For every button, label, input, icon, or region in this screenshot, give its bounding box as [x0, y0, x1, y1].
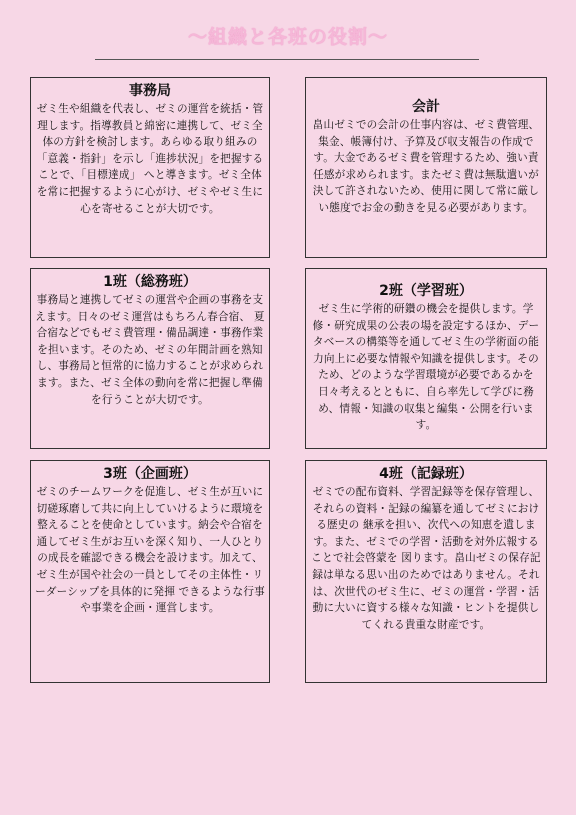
section-body: ゼミでの配布資料、学習記録等を保存管理し、それらの資料・記録の編纂を通してゼミにおける歴史の 継承を担い、次代への知恵を遺します。また、ゼミでの学習・活動を対外広報することで社会啓蒙を 図ります。畠山ゼミの保存記録は単なる思い出のためではありません。それは、次世代のゼミ生に、ゼミの運営・学習・活動に大いに資する様々な知識・ヒントを提供してくれる貴重な財産です。 — [311, 486, 541, 631]
section-heading: 3班（企画班） — [103, 466, 197, 482]
section-group-3-planning — [30, 460, 270, 683]
section-heading: 事務局 — [129, 83, 171, 99]
section-heading: 1班（総務班） — [103, 274, 197, 290]
section-body: 畠山ゼミでの会計の仕事内容は、ゼミ費管理、集金、帳簿付け、予算及び収支報告の作成です。大金であるゼミ費を管理するため、強い責任感が求められます。またゼミ費は無駄遣いが決して許されないため、使用に関して常に厳しい態度でお金の動きを見る必要があります。 — [312, 119, 540, 214]
section-body: 事務局と連携してゼミの運営や企画の事務を支えます。日々のゼミ運営はもちろん春合宿、 夏合宿などでもゼミ費管理・備品調達・事務作業を担います。そのため、ゼミの年間計画を熟知し、事務局と恒常的に協力することが求められます。また、ゼミ全体の動向を常に把握し準備を行うことが大切です。 — [35, 294, 265, 406]
section-group-4-records — [305, 460, 547, 683]
section-body: ゼミ生に学術的研鑽の機会を提供します。学修・研究成果の公表の場を設定するほか、データベースの構築等を通してゼミ生の学術面の能力向上に必要な情報や知識を提供します。そのため、どのような学習環境が必要であるかを日々考えるとともに、自ら率先して学びに務め、情報・知識の収集と編集・公開を行います。 — [312, 303, 540, 432]
title-underline — [95, 59, 479, 60]
section-heading: 2班（学習班） — [379, 283, 473, 299]
page-title: ～組織と各班の役割～ — [187, 26, 388, 48]
section-secretariat — [30, 77, 270, 258]
section-body: ゼミのチームワークを促進し、ゼミ生が互いに切磋琢磨して共に向上していけるように環境を整えることを使命としています。納会や合宿を通してゼミ生がお互いを深く知り、一人ひとりの成長を確認できる機会を設けます。加えて、ゼミ生が国や社会の一員としてその主体性・リーダーシップを具体的に発揮 できるような行事や事業を企画・運営します。 — [35, 486, 265, 615]
section-heading: 4班（記録班） — [379, 466, 473, 482]
section-heading: 会計 — [412, 99, 440, 115]
section-accounting — [305, 77, 547, 258]
section-body: ゼミ生や組織を代表し、ゼミの運営を統括・管理します。指導教員と綿密に連携して、ゼミ全体の方針を検討します。あらゆる取り組みの「意義・指針」を示し「進捗状況」を把握することで、「目標達成」 へと導きます。ゼミ全体を常に把握するように心がけ、ゼミやゼミ生に心を寄せることが大切です。 — [36, 103, 264, 215]
section-group-1-general-affairs — [30, 268, 270, 449]
section-group-2-study — [305, 268, 547, 449]
